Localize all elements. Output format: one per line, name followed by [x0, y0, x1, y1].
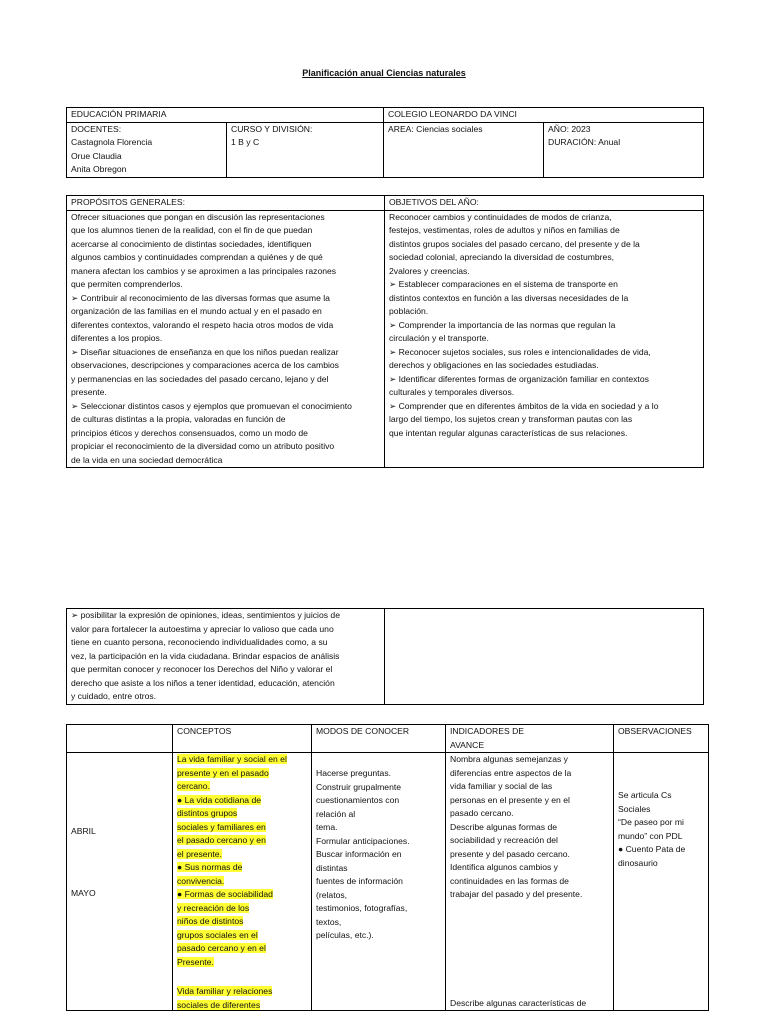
objetivos-line: ➢ Reconocer sujetos sociales, sus roles e intencionalidades de vida,: [389, 346, 651, 357]
indicador-line: continuidades en las formas de: [450, 875, 569, 886]
propositos-line: que los alumnos tienen de la realidad, con el fin de que puedan: [71, 225, 313, 235]
indicador-line: Describe algunas formas de: [450, 821, 557, 832]
continuation-line: derecho que asiste a los niños a tener identidad, educación, atención: [71, 677, 335, 688]
propositos-text: [67, 210, 385, 468]
objetivos-header: OBJETIVOS DEL AÑO:: [385, 196, 704, 211]
modo-line: distintas: [316, 862, 348, 873]
concepto-line: ● Formas de sociabilidad: [177, 889, 273, 899]
modo-line: Hacerse preguntas.: [316, 768, 391, 778]
concepto-line: La vida familiar y social en el: [177, 754, 287, 764]
continuation-line: valor para fortalecer la autoestima y apreciar lo valioso que cada uno: [71, 623, 334, 634]
area-cell: AREA: Ciencias sociales: [384, 122, 544, 177]
modo-line: textos,: [316, 916, 342, 927]
modo-line: películas, etc.).: [316, 930, 374, 940]
indicador-line: sociabilidad y recreación del: [450, 835, 558, 845]
objetivos-line: ➢ Identificar diferentes formas de organización familiar en contextos: [389, 373, 649, 384]
curso-cell: CURSO Y DIVISIÓN: 1 B y C: [227, 122, 384, 177]
propositos-line: propiciar el reconocimiento de la diversidad como un atributo positivo: [71, 441, 335, 451]
observacion-line: “De paseo por mi: [618, 817, 684, 827]
propositos-line: organización de las familias en el mundo actual y en el pasado en: [71, 306, 322, 316]
continuation-line: y cuidado, entre otros.: [71, 691, 157, 701]
propositos-line: presente.: [71, 387, 107, 397]
conceptos-header: CONCEPTOS: [173, 725, 312, 753]
modo-line: Construir grupalmente: [316, 781, 402, 792]
modo-line: (relatos,: [316, 889, 348, 900]
propositos-line: acercarse al conocimiento de distintas sociedades, identifiquen: [71, 238, 312, 249]
observacion-line: ● Cuento Pata de: [618, 844, 686, 854]
continuation-text: [67, 609, 385, 705]
docente-name: Castagnola Florencia: [71, 137, 153, 147]
propositos-line: de culturas distintas a la propia, valoradas en función de: [71, 414, 286, 424]
objetivos-line: Reconocer cambios y continuidades de modos de crianza,: [389, 211, 612, 222]
concepto-line: niños de distintos: [177, 916, 244, 926]
continuation-line: tiene en cuanto persona, reconociendo individualidades como, a su: [71, 637, 328, 647]
indicador-line: diferencias entre aspectos de la: [450, 767, 572, 778]
propositos-line: Ofrecer situaciones que pongan en discusión las representaciones: [71, 211, 325, 222]
month-header: [67, 725, 173, 753]
objetivos-text: [385, 210, 704, 468]
concepto-line: y recreación de los: [177, 902, 250, 913]
concepto-line: sociales y familiares en: [177, 821, 266, 832]
propositos-header: PROPÓSITOS GENERALES:: [67, 196, 385, 211]
propositos-line: ➢ Seleccionar distintos casos y ejemplos que promuevan el conocimiento: [71, 400, 352, 411]
concepto-line: ● La vida cotidiana de: [177, 794, 262, 805]
indicadores-header: INDICADORES DE AVANCE: [446, 725, 614, 753]
education-level: EDUCACIÓN PRIMARIA: [67, 108, 384, 123]
continuation-table: [66, 608, 704, 705]
modo-line: fuentes de información: [316, 876, 403, 886]
docentes-cell: DOCENTES: Castagnola Florencia Orue Claudia Anita Obregon: [67, 122, 227, 177]
propositos-line: diferentes a los propios.: [71, 333, 163, 343]
propositos-line: algunos cambios y continuidades comprendan a quiénes y de qué: [71, 252, 323, 262]
goals-table: [66, 195, 704, 468]
concepto-line: Vida familiar y relaciones: [177, 986, 273, 996]
modos-header: MODOS DE CONOCER: [312, 725, 446, 753]
propositos-line: ➢ Diseñar situaciones de enseñanza en que los niños puedan realizar: [71, 346, 339, 357]
observacion-line: Se articula Cs: [618, 790, 672, 800]
objetivos-line: distintos contextos en función a las diversas necesidades de la: [389, 292, 629, 303]
concepto-line: el presente.: [177, 848, 222, 859]
indicador-line: personas en el presente y en el: [450, 794, 570, 805]
objetivos-line: ➢ Comprender que en diferentes ámbitos de la vida en sociedad y a lo: [389, 400, 659, 411]
objetivos-line: ➢ Establecer comparaciones en el sistema de transporte en: [389, 279, 618, 289]
objetivos-line: 2valores y creencias.: [389, 265, 470, 276]
modo-line: relación al: [316, 808, 356, 819]
concepto-line: ● Sus normas de: [177, 862, 243, 872]
continuation-line: vez, la participación en la vida ciudadana. Brindar espacios de análisis: [71, 650, 340, 661]
objetivos-line: ➢ Comprender la importancia de las normas que regulan la: [389, 319, 616, 330]
propositos-line: diferentes contextos, valorando el respeto hacia otros modos de vida: [71, 319, 334, 330]
continuation-line: que permitan conocer y reconocer los Derechos del Niño y valorar el: [71, 664, 333, 674]
continuation-empty: [385, 609, 704, 705]
modo-line: testimonios, fotografías,: [316, 903, 408, 913]
indicador-line: pasado cercano.: [450, 808, 514, 818]
concepto-line: pasado cercano y en el: [177, 943, 266, 953]
indicador-line: Describe algunas características de: [450, 998, 587, 1008]
header-table: [66, 107, 704, 178]
propositos-line: de la vida en una sociedad democrática: [71, 454, 223, 465]
continuation-line: ➢ posibilitar la expresión de opiniones, ideas, sentimientos y juicios de: [71, 610, 340, 620]
modo-line: Buscar información en: [316, 849, 402, 859]
indicadores-cell: [446, 753, 614, 1011]
school-name: COLEGIO LEONARDO DA VINCI: [384, 108, 704, 123]
propositos-line: que permiten comprenderlos.: [71, 279, 183, 289]
docente-name: Anita Obregon: [71, 164, 127, 174]
objetivos-line: circulación y el transporte.: [389, 333, 489, 343]
concepto-line: cercano.: [177, 781, 210, 791]
concepto-line: presente y en el pasado: [177, 767, 269, 778]
months-cell: [67, 753, 173, 1011]
propositos-line: y permanencias en las sociedades del pasado cercano, lejano y del: [71, 373, 329, 384]
indicador-line: Nombra algunas semejanzas y: [450, 754, 568, 764]
indicador-line: presente y del pasado cercano.: [450, 848, 570, 859]
modo-line: tema.: [316, 822, 338, 832]
observaciones-cell: [614, 753, 709, 1011]
modos-cell: [312, 753, 446, 1011]
propositos-line: manera afectan los cambios y se aproximen a las principales razones: [71, 265, 337, 276]
objetivos-line: festejos, vestimentas, roles de adultos y niños en familias de: [389, 225, 620, 235]
observacion-line: Sociales: [618, 803, 651, 814]
objetivos-line: sociedad colonial, apreciando la diversidad de costumbres,: [389, 252, 615, 262]
propositos-line: ➢ Contribuir al reconocimiento de las diversas formas que asume la: [71, 292, 330, 303]
objetivos-line: distintos grupos sociales del pasado cercano, del presente y de la: [389, 238, 640, 249]
concepto-line: el pasado cercano y en: [177, 835, 266, 845]
conceptos-cell: [173, 753, 312, 1011]
plan-table: [66, 724, 709, 1011]
concepto-line: convivencia.: [177, 875, 225, 886]
concepto-line: distintos grupos: [177, 808, 238, 818]
observacion-line: mundo” con PDL: [618, 830, 683, 841]
observacion-line: dinosaurio: [618, 857, 658, 868]
indicador-line: vida familiar y social de las: [450, 781, 553, 791]
objetivos-line: derechos y obligaciones en las sociedades estudiadas.: [389, 360, 599, 370]
indicador-line: Identifica algunos cambios y: [450, 862, 558, 872]
concepto-line: sociales de diferentes: [177, 999, 261, 1010]
objetivos-line: largo del tiempo, los sujetos crean y transforman pautas con las: [389, 414, 633, 424]
anio-cell: AÑO: 2023 DURACIÓN: Anual: [544, 122, 704, 177]
month-abril: ABRIL: [71, 826, 96, 836]
concepto-line: Presente.: [177, 956, 214, 967]
propositos-line: principios éticos y derechos consensuados, como un modo de: [71, 427, 308, 438]
propositos-line: observaciones, descripciones y comparaciones acerca de los cambios: [71, 360, 339, 370]
observaciones-header: OBSERVACIONES: [614, 725, 709, 753]
concepto-line: grupos sociales en el: [177, 929, 258, 940]
indicador-line: trabajar del pasado y del presente.: [450, 889, 583, 899]
objetivos-line: culturales y temporales diversos.: [389, 387, 515, 397]
docente-name: Orue Claudia: [71, 150, 122, 161]
objetivos-line: que intentan regular algunas características de sus relaciones.: [389, 427, 628, 438]
document-title: Planificación anual Ciencias naturales: [302, 68, 466, 78]
month-mayo: MAYO: [71, 888, 96, 898]
modo-line: Formular anticipaciones.: [316, 835, 410, 846]
modo-line: cuestionamientos con: [316, 795, 400, 805]
objetivos-line: población.: [389, 306, 429, 316]
